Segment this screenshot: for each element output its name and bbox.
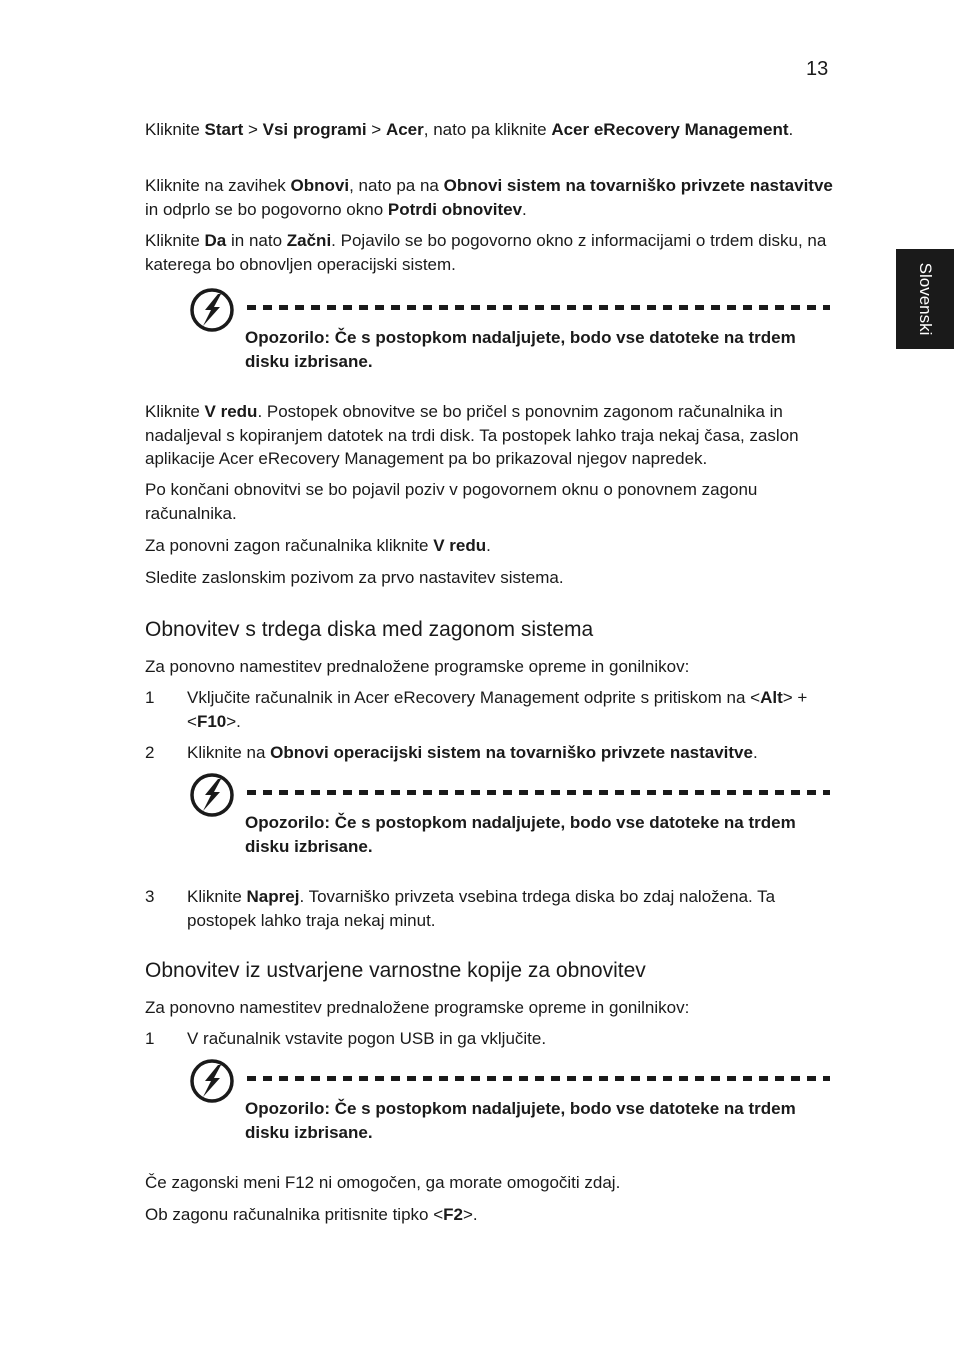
list-item-text: Vključite računalnik in Acer eRecovery Management odprite s pritiskom na <Alt> + <F10>. — [187, 688, 808, 731]
list-item-number: 3 — [145, 887, 155, 906]
warning-divider — [247, 790, 830, 795]
warning-divider — [247, 1076, 830, 1081]
paragraph-start-menu: Kliknite Start > Vsi programi > Acer, nato pa kliknite Acer eRecovery Management. — [145, 120, 794, 139]
warning-lightning-icon — [188, 771, 236, 819]
section-heading-backup: Obnovitev iz ustvarjene varnostne kopije za obnovitev — [145, 959, 646, 982]
section2-intro: Za ponovno namestitev prednaložene programske opreme in gonilnikov: — [145, 998, 690, 1017]
paragraph-confirm: Kliknite Da in nato Začni. Pojavilo se bo pogovorno okno z informacijami o trdem disku, na katerega bo obnovljen operacijski sistem. — [145, 231, 827, 274]
page-number: 13 — [806, 58, 829, 80]
paragraph-after-restore: Po končani obnovitvi se bo pojavil poziv v pogovornem oknu o ponovnem zagonu računalnika. — [145, 480, 758, 523]
list-item-number: 1 — [145, 688, 155, 707]
language-side-tab — [896, 249, 954, 349]
warning-lightning-icon — [188, 1057, 236, 1105]
paragraph-ok-restart: Kliknite V redu. Postopek obnovitve se bo pričel s ponovnim zagonom računalnika in nadaljeval s kopiranjem datotek na trdi disk. Ta postopek lahko traja nekaj časa, zaslon aplikacije Acer eRecovery Management pa bo prikazoval njegov napredek. — [145, 402, 799, 468]
warning-text: Opozorilo: Če s postopkom nadaljujete, bodo vse datoteke na trdem disku izbrisane. — [245, 813, 796, 856]
warning-divider — [247, 305, 830, 310]
warning-text: Opozorilo: Če s postopkom nadaljujete, bodo vse datoteke na trdem disku izbrisane. — [245, 1099, 796, 1142]
paragraph-first-setup: Sledite zaslonskim pozivom za prvo nastavitev sistema. — [145, 568, 564, 587]
paragraph-restart-ok: Za ponovni zagon računalnika kliknite V redu. — [145, 536, 491, 555]
warning-text: Opozorilo: Če s postopkom nadaljujete, bodo vse datoteke na trdem disku izbrisane. — [245, 328, 796, 371]
section-heading-hdd-boot: Obnovitev s trdega diska med zagonom sistema — [145, 618, 594, 641]
paragraph-press-f2: Ob zagonu računalnika pritisnite tipko <F2>. — [145, 1205, 478, 1224]
paragraph-restore-tab: Kliknite na zavihek Obnovi, nato pa na Obnovi sistem na tovarniško privzete nastavitve in odprlo se bo pogovorno okno Potrdi obnovitev. — [145, 176, 833, 219]
list-item-text: V računalnik vstavite pogon USB in ga vključite. — [187, 1029, 547, 1048]
section1-intro: Za ponovno namestitev prednaložene programske opreme in gonilnikov: — [145, 657, 690, 676]
paragraph-f12-menu: Če zagonski meni F12 ni omogočen, ga morate omogočiti zdaj. — [145, 1173, 621, 1192]
warning-lightning-icon — [188, 286, 236, 334]
list-item-number: 1 — [145, 1029, 155, 1048]
list-item-text: Kliknite na Obnovi operacijski sistem na tovarniško privzete nastavitve. — [187, 743, 758, 762]
list-item-text: Kliknite Naprej. Tovarniško privzeta vsebina trdega diska bo zdaj naložena. Ta postopek lahko traja nekaj minut. — [187, 887, 776, 930]
list-item-number: 2 — [145, 743, 155, 762]
side-tab-label: Slovenski — [915, 262, 935, 336]
